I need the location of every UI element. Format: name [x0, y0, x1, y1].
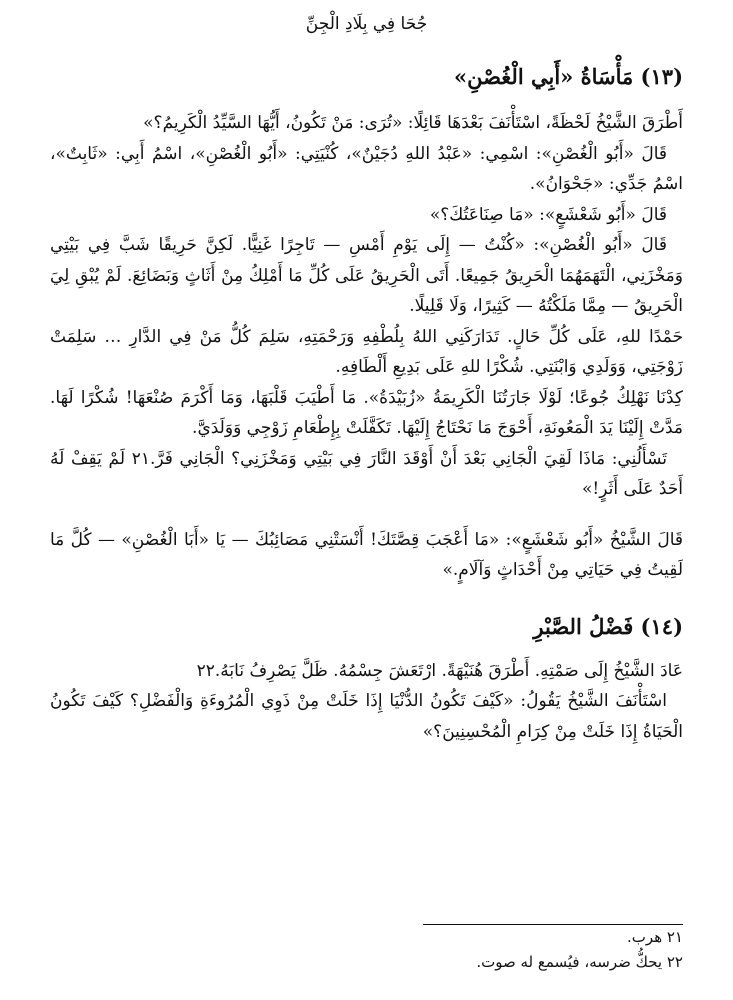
running-header: جُحَا فِي بِلَادِ الْجِنِّ [305, 14, 428, 34]
paragraph: قَالَ «أَبُو شَعْشَعٍ»: «مَا صِنَاعَتُكَ؟» [429, 204, 667, 225]
section-13-heading: (١٣) مَأْسَاةُ «أَبِي الْغُصْنِ» [453, 64, 683, 89]
paragraph: تَسْأَلُنِي: مَاذَا لَقِيَ الْجَانِي بَعْدَ أَنْ أَوْقَدَ النَّارَ فِي بَيْتِي وَمَخْزَنِي؟ الْجَانِي فَرَّ.٢١ لَمْ يَقِفْ لَهُ أَحَدٌ عَلَى أَثَرٍ!» [50, 448, 683, 499]
paragraph: كِدْنَا نَهْلِكُ جُوعًا؛ لَوْلَا جَارَتُنَا الْكَرِيمَةُ «زُبَيْدَةُ». مَا أَطْيَبَ قَلْبَهَا، وَمَا أَكْرَمَ صُنْعَهَا! شُكْرًا لَهَا. مَدَّتْ إِلَيْنَا يَدَ الْمَعُونَةِ، أَحْوَجَ مَا نَحْتَاجُ إِلَيْهَا. تَكَفَّلَتْ بِإِطْعَامِ زَوْجِي وَوَلَدَيَّ. [50, 387, 683, 438]
paragraph: عَادَ الشَّيْخُ إِلَى صَمْتِهِ. أَطْرَقَ هُنَيْهَةً. ارْتَعَشَ جِسْمُهُ. ظَلَّ يَصْرِفُ نَابَهُ.٢٢ [196, 660, 683, 681]
paragraph: قَالَ «أَبُو الْغُصْنِ»: اسْمِي: «عَبْدُ اللهِ دُجَيْنٌ»، كُنْيَتِي: «أَبُو الْغُصْنِ»، اسْمُ أَبِي: «ثَابِتٌ»، اسْمُ جَدِّي: «جَحْوَانُ». [50, 143, 683, 194]
footnotes [50, 924, 683, 975]
page-body [50, 62, 683, 747]
paragraph: أَطْرَقَ الشَّيْخُ لَحْظَةً، اسْتَأْنَفَ بَعْدَهَا قَائِلًا: «تُرَى: مَنْ تَكُونُ، أَيُّهَا السَّيِّدُ الْكَرِيمُ؟» [143, 113, 683, 133]
paragraph: قَالَ «أَبُو الْغُصْنِ»: «كُنْتُ — إِلَى يَوْمِ أَمْسِ — تَاجِرًا غَنِيًّا. لَكِنَّ حَرِيقًا شَبَّ فِي بَيْتِي وَمَخْزَنِي، الْتَهَمَهُمَا الْحَرِيقُ جَمِيعًا. أَتَى الْحَرِيقُ عَلَى كُلِّ مَا أَمْلِكُ مِنْ أَثَاثٍ وَبَضَائِعَ. لَمْ يُبْقِ لِيَ الْحَرِيقُ — مِمَّا مَلَكْتُهُ — كَثِيرًا، وَلَا قَلِيلًا. [50, 235, 683, 316]
paragraph: حَمْدًا للهِ، عَلَى كُلِّ حَالٍ. تَدَارَكَنِي اللهُ بِلُطْفِهِ وَرَحْمَتِهِ، سَلِمَ كُلُّ مَنْ فِي الدَّارِ … سَلِمَتْ زَوْجَتِي، وَوَلَدِي وَابْنَتِي. شُكْرًا للهِ عَلَى بَدِيعِ أَلْطَافِهِ. [50, 326, 683, 377]
footnote-21: ٢١ هرب. [627, 928, 683, 946]
paragraph: قَالَ الشَّيْخُ «أَبُو شَعْشَعٍ»: «مَا أَعْجَبَ قِصَّتَكَ! أَنْسَتْنِي مَصَائِبُكَ — يَا «أَبَا الْغُصْنِ» — كُلَّ مَا لَقِيتُ فِي حَيَاتِي مِنْ أَحْدَاثٍ وَآلَامٍ.» [50, 529, 683, 580]
paragraph: اسْتَأْنَفَ الشَّيْخُ يَقُولُ: «كَيْفَ تَكُونُ الدُّنْيَا إِذَا خَلَتْ مِنْ ذَوِي الْمُرُوءَةِ وَالْفَضْلِ؟ كَيْفَ تَكُونُ الْحَيَاةُ إِذَا خَلَتْ مِنْ كِرَامِ الْمُحْسِنِينَ؟» [50, 691, 683, 742]
footnote-22: ٢٢ يحكُّ ضرسه، فيُسمع له صوت. [476, 953, 683, 971]
section-14-heading: (١٤) فَضْلُ الصَّبْرِ [533, 613, 683, 639]
